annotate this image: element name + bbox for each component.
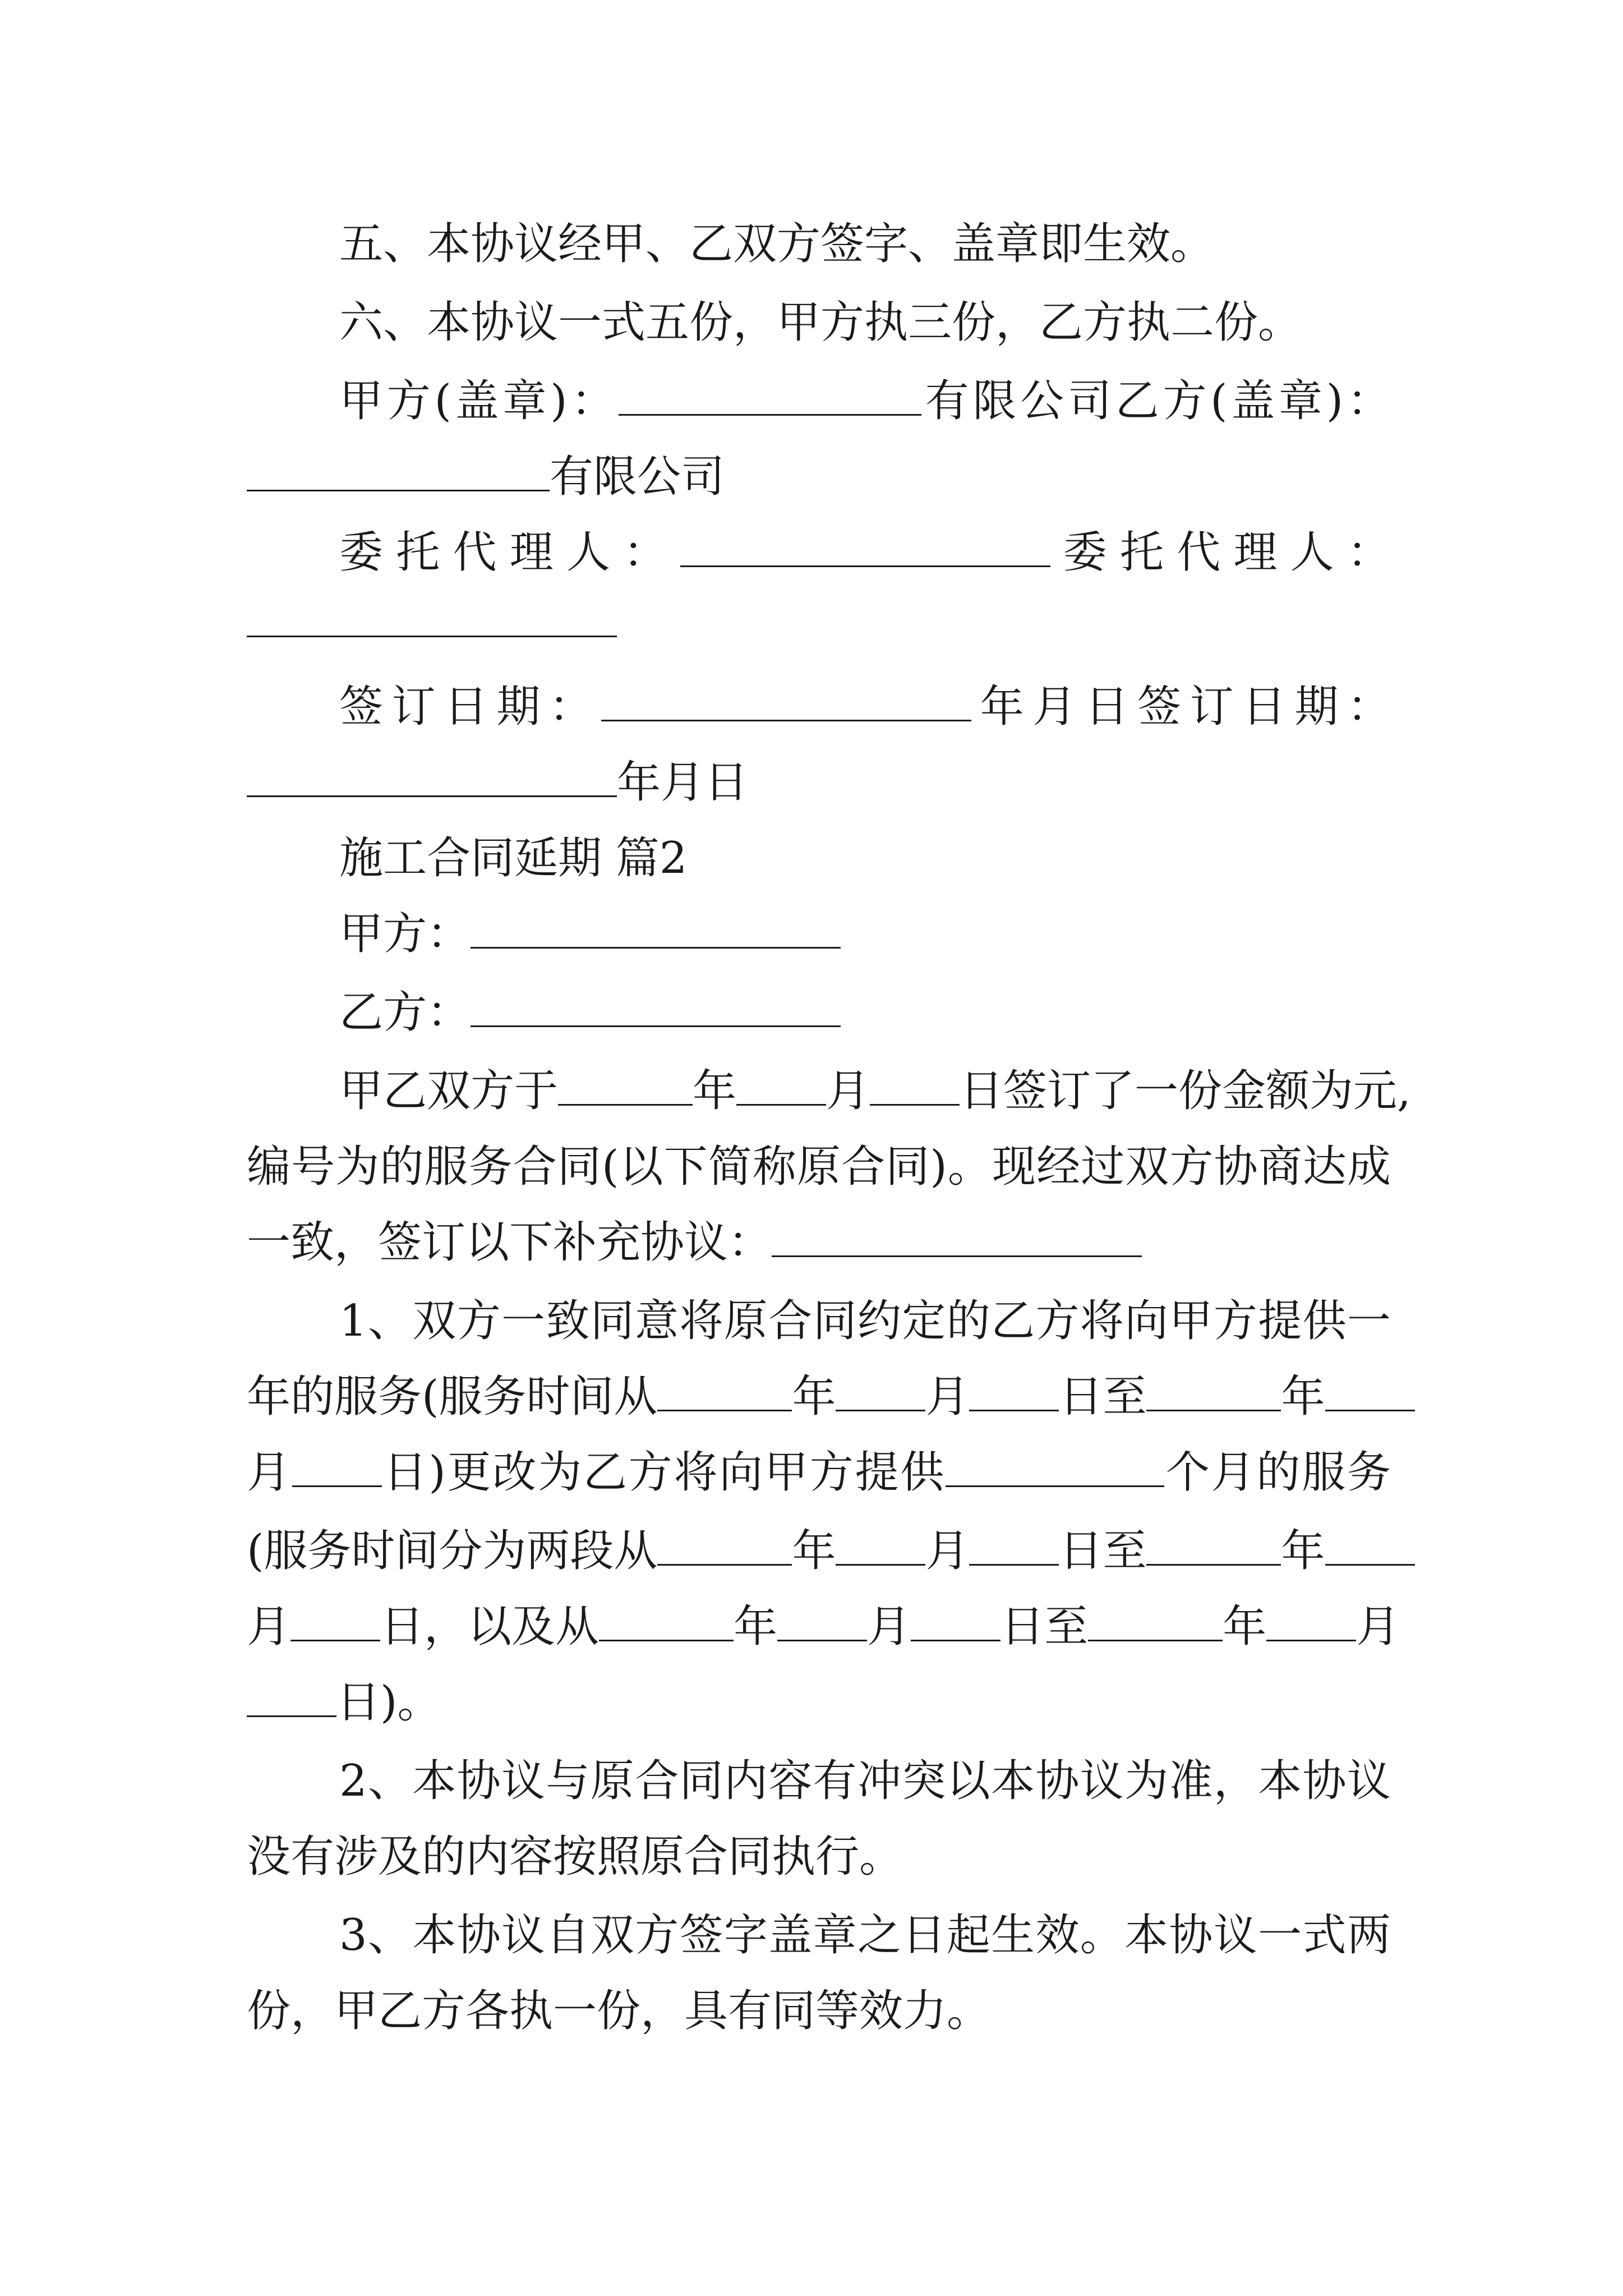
sign-date-a-blank (601, 680, 971, 721)
agent-line (339, 524, 1391, 581)
item1-line-2 (247, 1369, 1391, 1425)
year-label: 年 (1281, 1526, 1325, 1576)
item2-line-2: 没有涉及的内容按照原合同执行。 (247, 1832, 903, 1882)
item-text: 日至 (1000, 1602, 1089, 1652)
year-label: 年 (693, 1066, 737, 1116)
month-label: 月 (826, 1066, 870, 1116)
item1-line-4 (247, 1523, 1391, 1579)
item1-line-6 (247, 1674, 1391, 1731)
blank (1266, 1600, 1356, 1641)
blank (657, 1525, 792, 1566)
month-label: 月 (925, 1372, 970, 1422)
party-a-label: 甲方： (339, 909, 471, 959)
blank (911, 1600, 1000, 1641)
blank (291, 1600, 380, 1641)
sign-date-line (339, 679, 1391, 735)
item-text: 日)。 (336, 1677, 441, 1728)
company-suffix: 有限公司 (921, 376, 1115, 426)
blank (772, 1216, 1142, 1257)
agent-a-blank (680, 526, 1050, 567)
party-b-line (339, 984, 1391, 1041)
party-a-blank (471, 908, 841, 949)
blank (558, 1065, 693, 1106)
party-a-seal-label: 甲方(盖章)： (339, 376, 619, 426)
blank (1325, 1525, 1415, 1566)
month-label: 月 (1356, 1602, 1400, 1652)
item3-line-2: 份，甲乙方各执一份，具有同等效力。 (247, 1986, 991, 2036)
section-heading: 施工合同延期 篇2 (339, 833, 688, 884)
blank (969, 1370, 1059, 1411)
party-a-name-blank (619, 375, 921, 416)
blank (1088, 1600, 1223, 1641)
seal-line (339, 373, 1391, 429)
item-text: (服务时间分为两段从 (247, 1526, 658, 1576)
intro-text: 甲乙双方于 (339, 1066, 559, 1116)
ymd-a: 年月日 (971, 682, 1138, 732)
blank (1146, 1370, 1281, 1411)
agent-line-cont (247, 595, 1391, 651)
month-label: 月 (925, 1526, 970, 1576)
month-label: 月 (867, 1602, 911, 1652)
seal-line-cont (247, 449, 1391, 505)
blank (247, 1676, 336, 1717)
year-label: 年 (792, 1372, 836, 1422)
blank (599, 1600, 734, 1641)
sign-date-label-a: 签订日期： (339, 682, 602, 732)
blank (657, 1370, 792, 1411)
year-label: 年 (1281, 1372, 1325, 1422)
intro-line-2: 编号为的服务合同(以下简称原合同)。现经过双方协商达成 (247, 1142, 1391, 1192)
item-text: 日)更改为乙方将向甲方提供 (381, 1447, 946, 1498)
item-text: 日至 (1059, 1526, 1147, 1576)
item2-line-1: 2、本协议与原合同内容有冲突以本协议为准，本协议 (339, 1756, 1391, 1806)
blank (777, 1600, 867, 1641)
blank (1325, 1370, 1415, 1411)
blank (836, 1370, 925, 1411)
blank (736, 1065, 826, 1106)
item3-line-1: 3、本协议自双方签字盖章之日起生效。本协议一式两 (339, 1910, 1391, 1961)
item1-line-1: 1、双方一致同意将原合同约定的乙方将向甲方提供一 (339, 1296, 1391, 1346)
party-b-seal-label: 乙方(盖章)： (1115, 376, 1391, 426)
item1-line-3 (247, 1444, 1391, 1501)
blank (969, 1525, 1059, 1566)
year-label: 年 (734, 1602, 778, 1652)
clause-6: 六、本协议一式五份，甲方执三份，乙方执二份。 (339, 297, 1302, 348)
sign-date-line-cont (247, 754, 1391, 811)
clause-5: 五、本协议经甲、乙双方签字、盖章即生效。 (339, 219, 1215, 269)
sign-date-b-blank (247, 756, 617, 797)
intro-line-3 (247, 1214, 1391, 1271)
year-label: 年 (1223, 1602, 1267, 1652)
item-text: 年的服务(服务时间从 (247, 1372, 658, 1422)
blank (836, 1525, 925, 1566)
intro-line-1 (339, 1063, 1411, 1119)
company-suffix-b: 有限公司 (550, 452, 725, 502)
ymd-b: 年月日 (617, 757, 749, 808)
blank (870, 1065, 960, 1106)
year-label: 年 (792, 1526, 836, 1576)
month-label: 月 (247, 1602, 291, 1652)
sign-date-label-b: 签订日期： (1137, 682, 1391, 732)
blank (292, 1446, 382, 1487)
intro-text: 一致，签订以下补充协议： (247, 1217, 772, 1268)
party-b-blank (471, 986, 841, 1027)
month-label: 月 (247, 1447, 292, 1498)
party-b-name-blank (247, 450, 550, 491)
agent-label-b: 委托代理人： (1050, 527, 1391, 578)
blank (1146, 1525, 1281, 1566)
blank (946, 1446, 1164, 1487)
intro-text: 日签订了一份金额为元, (960, 1066, 1411, 1116)
party-b-label: 乙方： (339, 987, 471, 1038)
item1-line-5 (247, 1599, 1400, 1655)
item-text: 个月的服务 (1164, 1447, 1391, 1498)
item-text: 日至 (1059, 1372, 1147, 1422)
party-a-line (339, 906, 1391, 962)
agent-label-a: 委托代理人： (339, 527, 680, 578)
agent-b-blank (247, 596, 617, 637)
item-text: 日，以及从 (380, 1602, 600, 1652)
